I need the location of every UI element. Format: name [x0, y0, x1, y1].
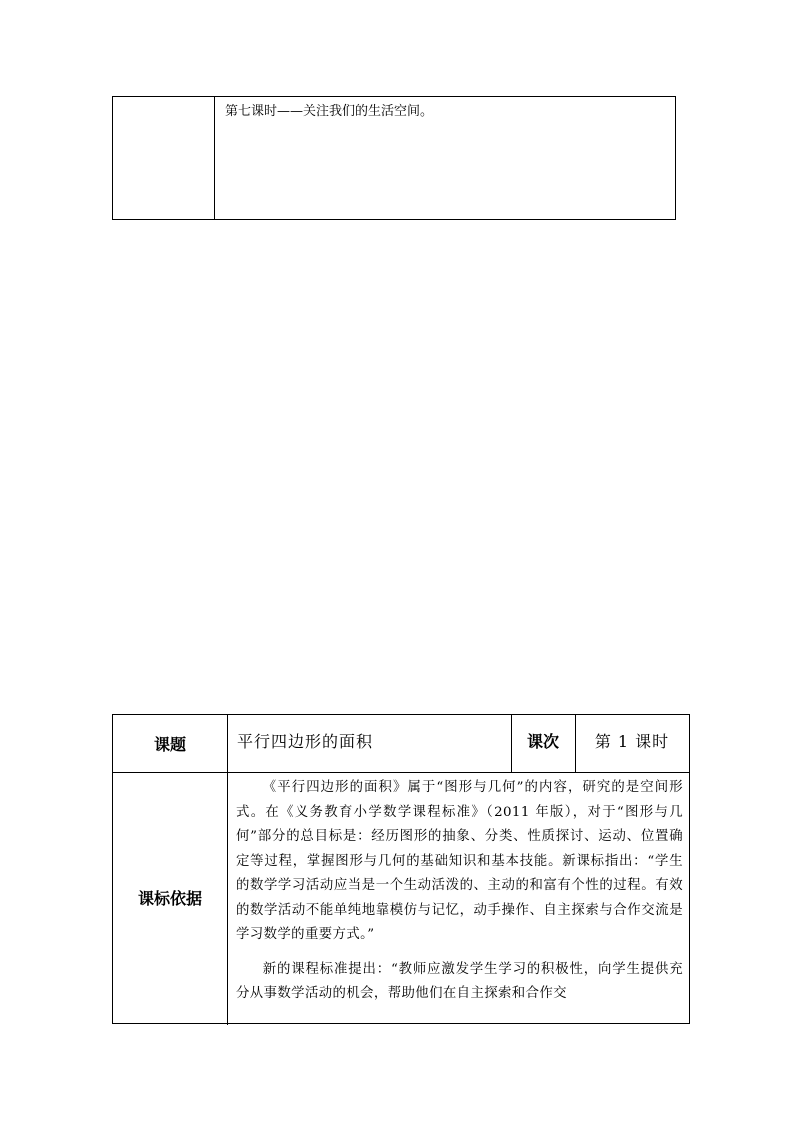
top-table-left-cell — [113, 97, 215, 219]
lesson-table — [112, 714, 690, 1024]
lesson-value: 第 1 课时 — [594, 731, 670, 751]
topic-value: 平行四边形的面积 — [237, 731, 374, 751]
topic-label: 课题 — [153, 735, 186, 754]
top-table-text: 第七课时——关注我们的生活空间。 — [225, 104, 434, 119]
top-table — [112, 96, 676, 220]
basis-content — [227, 772, 689, 1023]
basis-paragraph: 新的课程标准提出：“教师应激发学生学习的积极性，向学生提供充分从事数学活动的机会，帮助他们在自主探索和合作交 — [236, 961, 683, 1001]
basis-label: 课标依据 — [137, 889, 202, 908]
lesson-label: 课次 — [526, 731, 559, 751]
top-table-right-cell — [215, 97, 675, 219]
basis-paragraph: 《平行四边形的面积》属于“图形与几何”的内容，研究的是空间形式。在《义务教育小学数学课程标准》（2011 年版），对于“图形与几何”部分的总目标是：经历图形的抽象、分类、性质探讨、运动、位置确定等过程，掌握图形与几何的基础知识和基本技能。新课标指出：“学生的数学学习活动应当是一个生动活泼的、主动的和富有个性的过程。有效的数学活动不能单纯地靠模仿与记忆，动手操作、自主探索与合作交流是学习数学的重要方式。” — [236, 780, 683, 942]
